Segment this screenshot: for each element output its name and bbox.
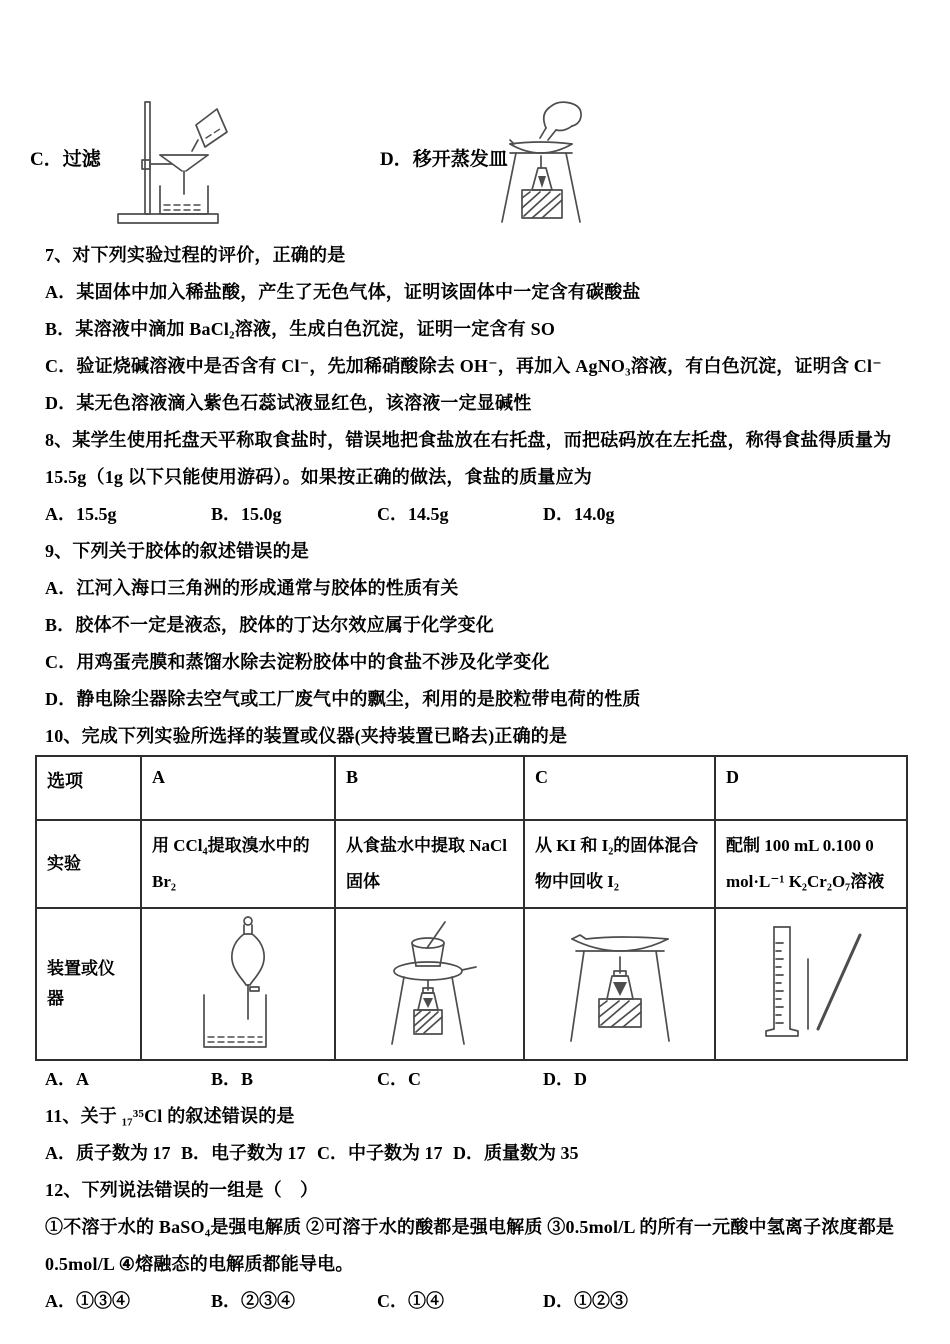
question-12-options xyxy=(45,1283,910,1320)
question-12-stem: 12、下列说法错误的一组是（ ） xyxy=(45,1180,319,1200)
question-9-option-c: C．用鸡蛋壳膜和蒸馏水除去淀粉胶体中的食盐不涉及化学变化 xyxy=(45,652,550,672)
question-7-option-a: A．某固体中加入稀盐酸，产生了无色气体，证明该固体中一定含有碳酸盐 xyxy=(45,282,641,302)
question-8-option-a: A．15.5g xyxy=(45,504,117,524)
question-8-option-b: B．15.0g xyxy=(211,504,282,524)
question-10-table xyxy=(35,755,908,1061)
separating-funnel-beaker-icon xyxy=(186,913,290,1051)
experiment-cell-b: 从食盐水中提取 NaCl 固体 xyxy=(335,820,524,908)
question-12-option-c: C．①④ xyxy=(377,1291,444,1311)
experiment-cell-c: 从 KI 和 I₂的固体混合物中回收 I₂ xyxy=(524,820,715,908)
evaporating-dish-hand-icon xyxy=(494,98,588,226)
question-8-stem: 8、某学生使用托盘天平称取食盐时，错误地把食盐放在右托盘，而把砝码放在左托盘，称得食盐得质量为 15.5g（1g 以下只能使用游码）。如果按正确的做法，食盐的质量应为 xyxy=(45,430,892,487)
experiment-cell-d: 配制 100 mL 0.100 0 mol·L⁻¹ K₂Cr₂O₇溶液 xyxy=(715,820,907,908)
questions-area xyxy=(0,237,950,1320)
apparatus-cell-d xyxy=(715,908,907,1060)
question-12-statements: ①不溶于水的 BaSO₄是强电解质 ②可溶于水的酸都是强电解质 ③0.5mol/L 的所有一元酸中氢离子浓度都是 0.5mol/L ④熔融态的电解质都能导电。 xyxy=(45,1217,895,1274)
option-d-label: D．移开蒸发皿 xyxy=(380,149,508,170)
question-11-options xyxy=(45,1135,910,1172)
experiment-cell-a: 用 CCl₄提取溴水中的 Br₂ xyxy=(141,820,335,908)
apparatus-cell-a xyxy=(141,908,335,1060)
figures-row xyxy=(0,0,950,237)
table-header-a: A xyxy=(141,756,335,820)
question-10-answer-d: D．D xyxy=(543,1069,587,1089)
table-apparatus-row xyxy=(36,908,907,1060)
filtration-apparatus-icon xyxy=(110,94,230,230)
question-7-option-b: B．某溶液中滴加 BaCl₂溶液，生成白色沉淀，证明一定含有 SO xyxy=(45,319,556,339)
question-10-answer-b: B．B xyxy=(211,1069,254,1089)
question-8-option-d: D．14.0g xyxy=(543,504,615,524)
question-10-answer-a: A．A xyxy=(45,1069,89,1089)
question-9-option-d: D．静电除尘器除去空气或工厂废气中的飘尘，利用的是胶粒带电荷的性质 xyxy=(45,689,641,709)
question-9-option-a: A．江河入海口三角洲的形成通常与胶体的性质有关 xyxy=(45,578,459,598)
apparatus-cell-b xyxy=(335,908,524,1060)
question-7-option-c: C．验证烧碱溶液中是否含有 Cl⁻，先加稀硝酸除去 OH⁻，再加入 AgNO₃溶液，有白色沉淀，证明含 Cl⁻ xyxy=(45,356,882,376)
table-header-row xyxy=(36,756,907,820)
table-header-b: B xyxy=(335,756,524,820)
option-c-label: C．过滤 xyxy=(30,149,101,170)
question-11-option-c: C．中子数为 17 xyxy=(317,1143,443,1163)
table-header-c: C xyxy=(524,756,715,820)
question-9-stem: 9、下列关于胶体的叙述错误的是 xyxy=(45,541,309,561)
question-8-options xyxy=(45,496,910,533)
question-11-option-b: B．电子数为 17 xyxy=(181,1143,306,1163)
apparatus-cell-c xyxy=(524,908,715,1060)
question-11-option-a: A．质子数为 17 xyxy=(45,1143,171,1163)
question-11-stem: 11、关于 ₁₇³⁵Cl 的叙述错误的是 xyxy=(45,1106,295,1126)
evaporating-dish-ring-lamp-icon xyxy=(377,914,483,1050)
question-10-answer-c: C．C xyxy=(377,1069,421,1089)
graduated-cylinder-beaker-icon xyxy=(752,919,870,1045)
question-12-option-d: D．①②③ xyxy=(543,1291,628,1311)
table-experiment-row xyxy=(36,820,907,908)
question-10-stem: 10、完成下列实验所选择的装置或仪器(夹持装置已略去)正确的是 xyxy=(45,726,568,746)
question-9-option-b: B．胶体不一定是液态，胶体的丁达尔效应属于化学变化 xyxy=(45,615,495,635)
experiment-row-label: 实验 xyxy=(36,820,141,908)
question-11-option-d: D．质量数为 35 xyxy=(453,1143,579,1163)
question-10-answers xyxy=(45,1061,910,1098)
question-12-option-a: A．①③④ xyxy=(45,1291,130,1311)
question-12-option-b: B．②③④ xyxy=(211,1291,296,1311)
table-header-d: D xyxy=(715,756,907,820)
question-7-stem: 7、对下列实验过程的评价，正确的是 xyxy=(45,245,346,265)
question-8-option-c: C．14.5g xyxy=(377,504,449,524)
evaporating-dish-tripod-lamp-icon xyxy=(564,917,676,1047)
table-header-option: 选项 xyxy=(36,756,141,820)
question-7-option-d: D．某无色溶液滴入紫色石蕊试液显红色，该溶液一定显碱性 xyxy=(45,393,532,413)
apparatus-row-label: 装置或仪器 xyxy=(36,908,141,1060)
